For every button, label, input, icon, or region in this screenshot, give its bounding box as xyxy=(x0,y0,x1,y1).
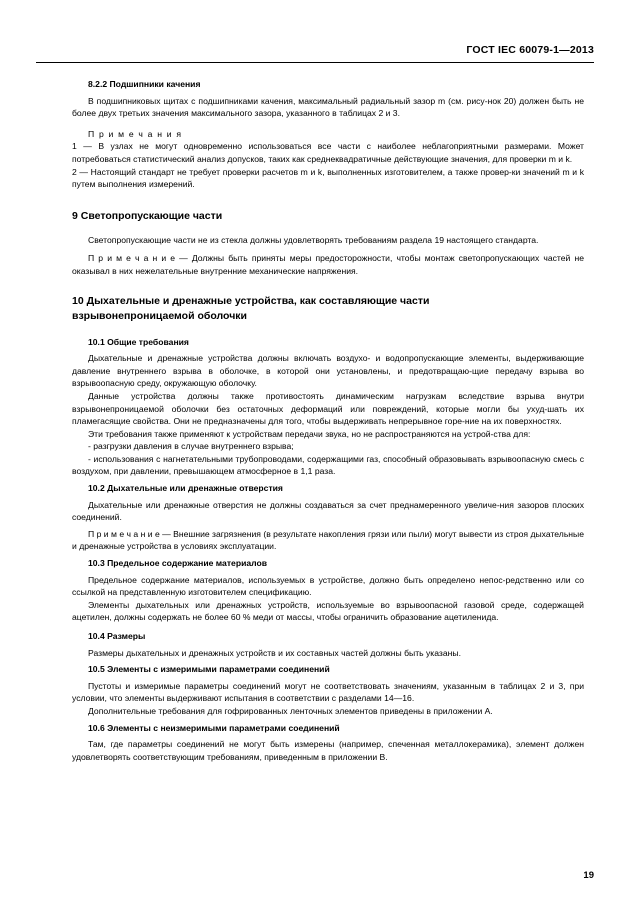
header-divider xyxy=(36,62,594,63)
paragraph-10-2-1: Дыхательные или дренажные отверстия не должны создаваться за счет преднамеренного увеличе-ния зазоров плоских соединений. xyxy=(72,499,584,523)
heading-section-10-line2: взрывонепроницаемой оболочки xyxy=(72,309,248,322)
heading-10-1: 10.1 Общие требования xyxy=(88,336,189,347)
list-item-10-1-1: - разгрузки давления в случае внутреннего взрыва; xyxy=(88,441,294,452)
list-item-10-1-2: - использования с нагнетательными трубопроводами, содержащими газ, способный образовывать взрывоопасную смесь с воздухом, при давлении, превышающем атмосферное в 1,1 раза. xyxy=(72,453,584,477)
paragraph-9-1: Светопропускающие части не из стекла должны удовлетворять требованиям раздела 19 настоящего стандарта. xyxy=(88,234,539,245)
note-9: П р и м е ч а н и е — Должны быть приняты меры предосторожности, чтобы монтаж светопропускающих частей не оказывал в них нежелательные внутренние механические напряжения. xyxy=(72,253,584,276)
page-header: ГОСТ IEC 60079-1—2013 xyxy=(466,44,594,56)
heading-section-9: 9 Светопропускающие части xyxy=(72,209,223,222)
paragraph-10-1-3: Эти требования также применяют к устройствам передачи звука, но не распространяются на устрой-ства для: xyxy=(88,428,531,439)
paragraph-10-1-1: Дыхательные и дренажные устройства должны включать воздухо- и водопропускающие элементы, выдерживающие давление внутреннего взрыва в оболочке, в которой они установлены, и предотвращаю-щие передачу взрыва во взрывоопасную среду, окружающую оболочку. xyxy=(72,353,584,389)
page-content xyxy=(72,78,584,763)
paragraph-10-4-1: Размеры дыхательных и дренажных устройств и их составных частей должны быть указаны. xyxy=(88,647,461,658)
paragraph-10-5-2: Дополнительные требования для гофрированных ленточных элементов приведены в приложении А. xyxy=(88,705,493,716)
paragraph-8-2-2-1: В подшипниковых щитах с подшипниками качения, максимальный радиальный зазор m (см. рису-нок 20) должен быть не более двух третьих значения максимального зазора, указанного в таблицах 2 и 3. xyxy=(72,95,584,119)
note-10-2: П р и м е ч а н и е — Внешние загрязнения (в результате накопления грязи или пыли) могут вывести из строя дыхательные и дренажные устройства в условиях эксплуатации. xyxy=(72,528,584,552)
paragraph-10-1-2: Данные устройства должны также противостоять динамическим нагрузкам вследствие взрыва внутри взрывонепроницаемой оболочки без остаточных деформаций или повреждений, которые могли бы ухуд-шать их пламегасящие свойства. Они не предназначены для того, чтобы выдерживать непрерывное горе-ние на их поверхностях. xyxy=(72,390,584,427)
heading-8-2-2: 8.2.2 Подшипники качения xyxy=(88,79,201,89)
heading-10-6: 10.6 Элементы с неизмеримыми параметрами соединений xyxy=(88,722,340,733)
heading-10-4: 10.4 Размеры xyxy=(88,631,146,641)
paragraph-10-3-1: Предельное содержание материалов, используемых в устройстве, должно быть определено непос-редственно или со ссылкой на представленную изготовителем спецификацию. xyxy=(72,574,584,598)
heading-10-3: 10.3 Предельное содержание материалов xyxy=(88,558,268,569)
note-8-2-2-2: 2 — Настоящий стандарт не требует проверки расчетов m и k, выполненных изготовителем, а также провер-ки значений m и k путем выполнения измерений. xyxy=(72,166,584,190)
paragraph-10-6-1: Там, где параметры соединений не могут быть измерены (например, спеченная металлокерамика), элемент должен удовлетворять соответствующим требованиям, приведенным в приложении В. xyxy=(72,739,584,762)
heading-10-5: 10.5 Элементы с измеримыми параметрами соединений xyxy=(88,664,330,675)
paragraph-10-3-2: Элементы дыхательных или дренажных устройств, используемые во взрывоопасной газовой среде, содержащей ацетилен, должны содержать не более 60 % меди от массы, чтобы ограничить образование ацетиленида. xyxy=(72,599,584,623)
note-8-2-2-1: 1 — В узлах не могут одновременно использоваться все части с наиболее неблагоприятными размерами. Может потребоваться статистический анализ допусков, таких как среднеквадратичные действующие значения, для проверки m и k. xyxy=(72,141,584,164)
paragraph-10-5-1: Пустоты и измеримые параметры соединений могут не соответствовать значениям, указанным в таблицах 2 и 3, при условии, что элементы выдерживают испытания в соответствии с разделами 14—16. xyxy=(72,680,584,704)
notes-label-8-2-2: П р и м е ч а н и я xyxy=(88,128,183,139)
page-number: 19 xyxy=(583,870,594,881)
heading-section-10-line1: 10 Дыхательные и дренажные устройства, как составляющие части xyxy=(72,294,430,307)
heading-10-2: 10.2 Дыхательные или дренажные отверстия xyxy=(88,483,283,494)
